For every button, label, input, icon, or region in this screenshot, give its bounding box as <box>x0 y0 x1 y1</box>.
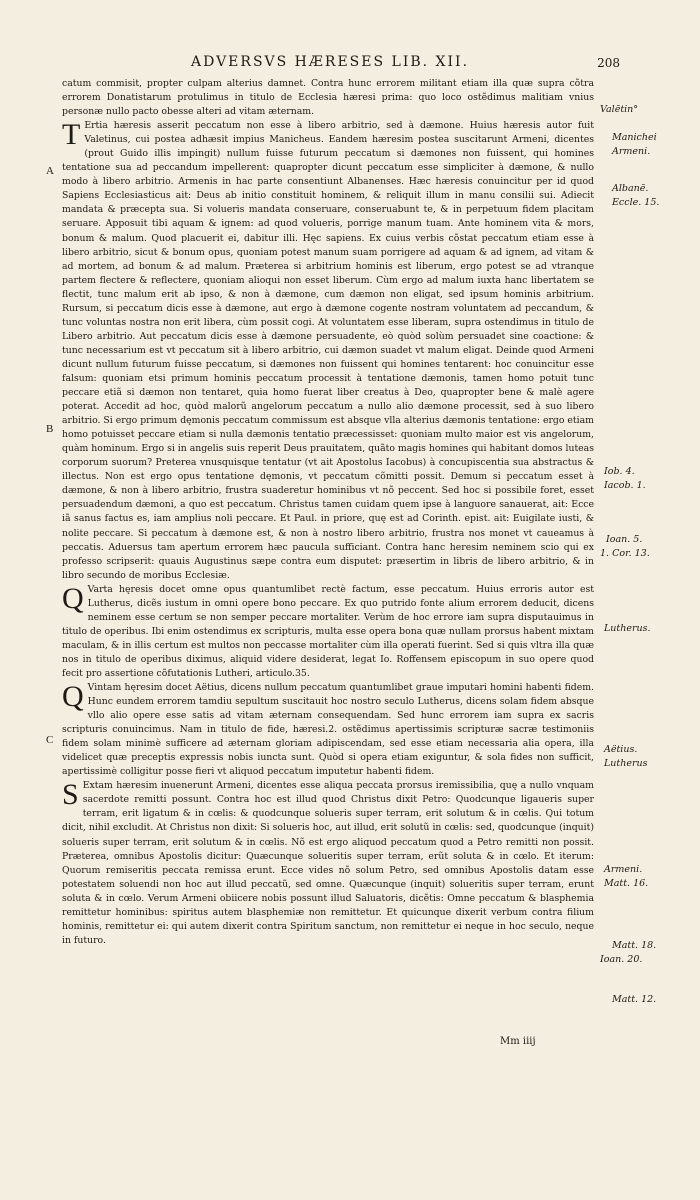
drop-cap: Q <box>62 680 84 714</box>
margin-note: Lutherus. <box>604 623 651 634</box>
margin-note: Eccle. 15. <box>612 197 660 208</box>
paragraph-continuation <box>62 77 594 119</box>
paragraph-third-heresy <box>62 119 594 583</box>
margin-note: Aëtius. <box>604 744 638 755</box>
margin-note: Albanē. <box>612 183 649 194</box>
paragraph-text: Varta hęresis docet omne opus quantumlibet rectè factum, esse peccatum. Huius erroris autor est Lutherus, dicẽs iustum in omni opere bono peccare. Ex quo putrido fonte alium errorem deducit, dicens neminem esse certum se non semper peccare mortaliter. Verùm de hoc errore iam supra disputauimus in titulo de operibus. Ibi enim ostendimus ex scripturis, multa esse opera bona quæ nullam prorsus habent mixtam maculam, & in illis certum est multos non peccasse mortaliter cùm illa operati fuerint. Sed si quis vltra illa quæ nos in titulo de operibus diximus, aliquid videre desiderat, legat Io. Roffensem episcopum in suo opere quod fecit pro assertione cõfutationis Lutheri, articulo.35. <box>62 583 594 679</box>
margin-note: Matt. 18. <box>612 940 657 951</box>
paragraph-fourth-heresy <box>62 583 594 681</box>
folio-number: 208 <box>597 56 620 70</box>
signature-mark: Mm iiij <box>500 1036 536 1047</box>
margin-note: Matt. 12. <box>612 994 657 1005</box>
paragraph-text: Ertia hæresis asserit peccatum non esse à libero arbitrio, sed à dæmone. Huius hæresis autor fuit Valetinus, cui postea adhæsit impius Manicheus. Eandem hæresim postea suscitarunt Armeni, dicentes (prout Guido illis impingit) nullum fuisse futurum peccatum si dæmones non fuissent, qui homines tentatione sua ad peccandum impellerent: quapropter dicunt peccatum esse simpliciter à dæmone, & nullo modo à libero arbitrio. Armenis in hac parte consentiunt Albanenses. Hæc hæresis conuincitur per id quod Sapiens Ecclesiasticus ait: Deus ab initio constituit hominem, & reliquit illum in manu consilii sui. Adiecit mandata & præcepta sua. Si volueris mandata conseruare, conseruabunt te, & in perpetuum fidem placitam seruare. Apposuit tibi aquam & ignem: ad quod volueris, porrige manum tuam. Ante hominem vita & mors, bonum & malum. Quod placuerit ei, dabitur illi. Hęc sapiens. Ex cuius verbis cõstat peccatum etiam esse à libero arbitrio, sicut & bonum opus, quoniam potest manum suam porrigere ad aquam & ad ignem, ad vitam & ad mortem, ad bonum & ad malum. Præterea si arbitrium hominis est liberum, ergo potest se ad vtranque partem flectere & reflectere, quoniam alioqui non esset liberum. Cùm ergo ad malum iuxta hanc libertatem se flectit, tunc malum erit ab ipso, & non à dæmone, cum dæmon non eligat, sed ipsum hominis arbitrium. Rursum, si peccatum dicis esse à dæmone, aut ergo à dæmone cogente nostram voluntatem ad peccandum, & tunc voluntas nostra non erit libera, cùm possit cogi. At voluntatem esse liberam, supra ostendimus in titulo de Libero arbitrio. Aut peccatum dicis esse à dæmone persuadente, eò quòd solùm persuadet sine coactione: & tunc necessarium est vt peccatum sit à libero arbitrio, cui dæmon suadet vt malum eligat. Deinde quod Armeni dicunt nullum futurum fuisse peccatum, si dæmones non fuissent qui homines tentarent: hoc conuincitur esse falsum: quoniam etsi primum hominis peccatum processit à tentatione dæmonis, tamen homo potuit tunc peccare etiã si dæmon non tentaret, quia homo fuerat liber creatus à Deo, quapropter bene & malè agere poterat. Accedit ad hoc, quòd malorũ angelorum peccatum a nullo alio dæmone processit, sed à suo libero arbitrio. Si ergo primum dęmonis peccatum commissum est absque vlla alterius dæmonis tentatione: ergo etiam homo potuisset peccare etiam si nulla dæmonis tentatio præcessisset: quoniam multo maior est vis angelorum, quàm hominum. Ergo si in angelis suis reperit Deus prauitatem, quãto magis homines qui habitant domos luteas corporum suorum? Preterea vnusquisque tentatur (vt ait Apostolus Iacobus) à concupiscentia sua abstractus & illectus. Non est ergo opus tentatione dęmonis, vt peccatum cõmitti possit. Demum si peccatum esset à dæmone, & non à libero arbitrio, frustra suaderetur hominibus vt nõ peccent. Sed hoc si possibile foret, esset persuadendum dæmoni, a quo est peccatum. Christus tamen cuidam quem ipse à languore sanauerat, ait: Ecce iã sanus factus es, iam amplius noli peccare. Et Paul. in priore, quę est ad Corinth. epist. ait: Euigilate iusti, & nolite peccare. Si peccatum à dæmone est, & non à nostro libero arbitrio, frustra nos monet vt caueamus à peccatis. Aduersus tam apertum errorem hæc paucula sufficiant. Contra hanc heresim neminem scio qui ex professo scripserit: quauis Augustinus sæpe contra eum disputet: præsertim in libris de libero arbitrio, & in libro secundo de moribus Ecclesiæ. <box>62 120 594 581</box>
section-letter-c: C <box>46 734 54 746</box>
margin-note: Armeni. <box>612 146 651 157</box>
drop-cap: S <box>62 778 79 812</box>
drop-cap: T <box>62 118 81 152</box>
paragraph-text: catum commisit, propter culpam alterius damnet. Contra hunc errorem militant etiam illa quæ supra cõtra errorem Donatistarum protulimus in titulo de Ecclesia hæresi prima: quo loco ostẽdimus malitiam vnius personæ nullo pacto obesse alteri ad vitam æternam. <box>62 78 594 118</box>
section-letter-b: B <box>46 423 54 435</box>
margin-note: Lutherus <box>604 758 648 769</box>
section-letter-a: A <box>46 165 54 177</box>
margin-note: 1. Cor. 13. <box>600 548 650 559</box>
body-text <box>62 77 594 948</box>
paragraph-sixth-heresy <box>62 779 594 948</box>
margin-note: Ioan. 5. <box>606 534 643 545</box>
paragraph-fifth-heresy <box>62 681 594 779</box>
margin-note: Matt. 16. <box>604 878 649 889</box>
margin-note: Iob. 4. <box>604 466 635 477</box>
margin-note: Manichei <box>612 132 657 143</box>
margin-note: Ioan. 20. <box>600 954 643 965</box>
paragraph-text: Extam hæresim inuenerunt Armeni, dicentes esse aliqua peccata prorsus iremissibilia, quę a nullo vnquam sacerdote remitti possunt. Contra hoc est illud quod Christus dixit Petro: Quodcunque ligaueris super terram, erit ligatum & in cœlis: & quodcunque solueris super terram, erit solutum & in cœlis. Qui totum dicit, nihil excludit. At Christus non dixit: Si solueris hoc, aut illud, erit solutũ in cœlis: sed, quodcunque (inquit) solueris super terram, erit solutum & in cœlis. Nõ est ergo aliquod peccatum quod a Petro remitti non possit. Præterea, omnibus Apostolis dicitur: Quæcunque solueritis super terram, erũt soluta & in cœlo. Et iterum: Quorum remiseritis peccata remissa erunt. Ecce vides nõ solum Petro, sed omnibus Apostolis datam esse potestatem soluendi non hoc aut illud peccatũ, sed omne. Quæcunque (inquit) solueritis super terram, erunt soluta & in cœlo. Verum Armeni obiicere nobis possunt illud Saluatoris, dicẽtis: Omne peccatum & blasphemia remittetur hominibus: spiritus autem blasphemiæ non remittetur. Et quicunque dixerit verbum contra filium hominis, remittetur ei: qui autem dixerit contra Spiritum sanctum, non remittetur ei neque in hoc seculo, neque in futuro. <box>62 780 594 946</box>
drop-cap: Q <box>62 581 84 615</box>
margin-note: Armeni. <box>604 864 643 875</box>
margin-note: Iacob. 1. <box>604 480 646 491</box>
margin-note: Valētin° <box>600 104 639 115</box>
paragraph-text: Vintam hęresim docet Aëtius, dicens nullum peccatum quantumlibet graue imputari homini habenti fidem. Hunc eundem errorem tamdiu sepultum suscitauit hoc nostro seculo Lutherus, dicens solam fidem absque vllo alio opere esse satis ad vitam æternam consequendam. Sed hunc errorem iam supra ex sacris scripturis conuincimus. Nam in titulo de fide, hæresi.2. ostẽdimus apertissimis scripturæ sacræ testimoniis fidem solam minimè sufficere ad æternam gloriam adipiscendam, sed esse etiam necessaria alia opera, illa videlicet quæ preceptis expressis nobis iuncta sunt. Quòd si opera etiam exiguntur, & sola fides non sufficit, apertissimè colligitur posse fieri vt aliquod peccatum imputetur habenti fidem. <box>62 682 594 778</box>
running-head: ADVERSVS HÆRESES LIB. XII. <box>190 54 470 70</box>
